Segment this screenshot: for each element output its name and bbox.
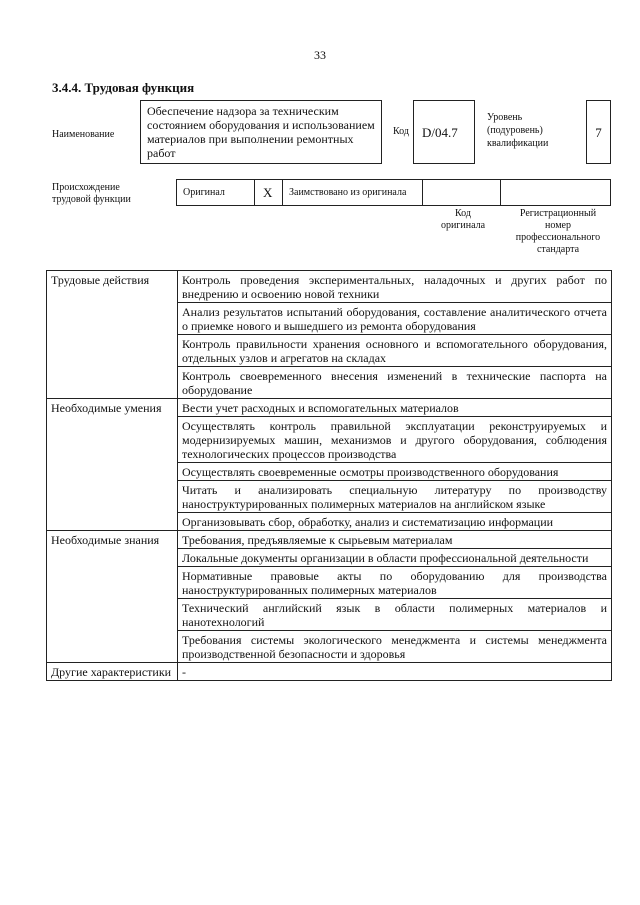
qualification-level-box: 7 bbox=[586, 100, 611, 164]
origin-mark-cell: X bbox=[255, 180, 283, 205]
origin-table bbox=[176, 179, 611, 206]
caption-line: профессионального bbox=[515, 232, 601, 243]
item-cell: Осуществлять контроль правильной эксплуатации реконструируемых и модернизируемых машин, механизмов и другого оборудования, соблюдения технологических процессов производства bbox=[178, 417, 612, 463]
level-label-line: Уровень bbox=[487, 112, 523, 123]
item-cell: Нормативные правовые акты по оборудованию для производства наноструктурированных полимерных материалов bbox=[178, 567, 612, 599]
item-cell: Читать и анализировать специальную литературу по производству наноструктурированных полимерных материалов на английском языке bbox=[178, 481, 612, 513]
section-title: 3.4.4. Трудовая функция bbox=[52, 80, 195, 95]
page-number: 33 bbox=[314, 48, 326, 62]
code-label: Код bbox=[393, 126, 409, 137]
category-cell: Трудовые действия bbox=[47, 271, 178, 399]
level-label-line: квалификации bbox=[487, 138, 549, 149]
caption-line: Регистрационный bbox=[519, 208, 597, 219]
origin-reg-number-cell bbox=[501, 180, 610, 205]
table-row bbox=[47, 399, 612, 417]
caption-line: номер bbox=[545, 220, 571, 231]
item-cell: Вести учет расходных и вспомогательных материалов bbox=[178, 399, 612, 417]
item-cell: Контроль правильности хранения основного и вспомогательного оборудования, отдельных узлов и агрегатов на складах bbox=[178, 335, 612, 367]
origin-original-cell: Оригинал bbox=[177, 180, 255, 205]
code-original-caption bbox=[424, 208, 502, 232]
origin-label bbox=[52, 182, 131, 206]
labor-function-table bbox=[46, 270, 612, 681]
item-cell: Контроль своевременного внесения изменений в технические паспорта на оборудование bbox=[178, 367, 612, 399]
registration-number-caption bbox=[502, 208, 614, 256]
origin-code-cell bbox=[423, 180, 501, 205]
table-row bbox=[47, 531, 612, 549]
caption-line: Код bbox=[455, 208, 471, 219]
caption-line: оригинала bbox=[440, 220, 486, 231]
qualification-level-label bbox=[487, 111, 548, 150]
category-cell: Необходимые знания bbox=[47, 531, 178, 663]
item-cell: Контроль проведения экспериментальных, наладочных и других работ по внедрению и освоению новой техники bbox=[178, 271, 612, 303]
name-label: Наименование bbox=[52, 129, 115, 140]
category-cell: Другие характеристики bbox=[47, 663, 178, 681]
table-row bbox=[47, 271, 612, 303]
item-cell: Организовывать сбор, обработку, анализ и систематизацию информации bbox=[178, 513, 612, 531]
caption-line: стандарта bbox=[536, 244, 580, 255]
level-label-line: (подуровень) bbox=[487, 125, 543, 136]
item-cell: Локальные документы организации в области профессиональной деятельности bbox=[178, 549, 612, 567]
code-value-box: D/04.7 bbox=[413, 100, 475, 164]
item-cell: Анализ результатов испытаний оборудования, составление аналитического отчета о приемке нового и вышедшего из ремонта оборудования bbox=[178, 303, 612, 335]
category-cell: Необходимые умения bbox=[47, 399, 178, 531]
item-cell: - bbox=[178, 663, 612, 681]
table-row bbox=[47, 663, 612, 681]
function-name-box: Обеспечение надзора за техническим состоянием оборудования и использованием материалов при выполнении ремонтных работ bbox=[140, 100, 382, 164]
origin-borrowed-cell: Заимствовано из оригинала bbox=[283, 180, 423, 205]
origin-label-line: трудовой функции bbox=[52, 194, 131, 205]
origin-label-line: Происхождение bbox=[52, 182, 120, 193]
item-cell: Требования, предъявляемые к сырьевым материалам bbox=[178, 531, 612, 549]
item-cell: Технический английский язык в области полимерных материалов и нанотехнологий bbox=[178, 599, 612, 631]
item-cell: Требования системы экологического менеджмента и системы менеджмента производственной безопасности и здоровья bbox=[178, 631, 612, 663]
item-cell: Осуществлять своевременные осмотры производственного оборудования bbox=[178, 463, 612, 481]
